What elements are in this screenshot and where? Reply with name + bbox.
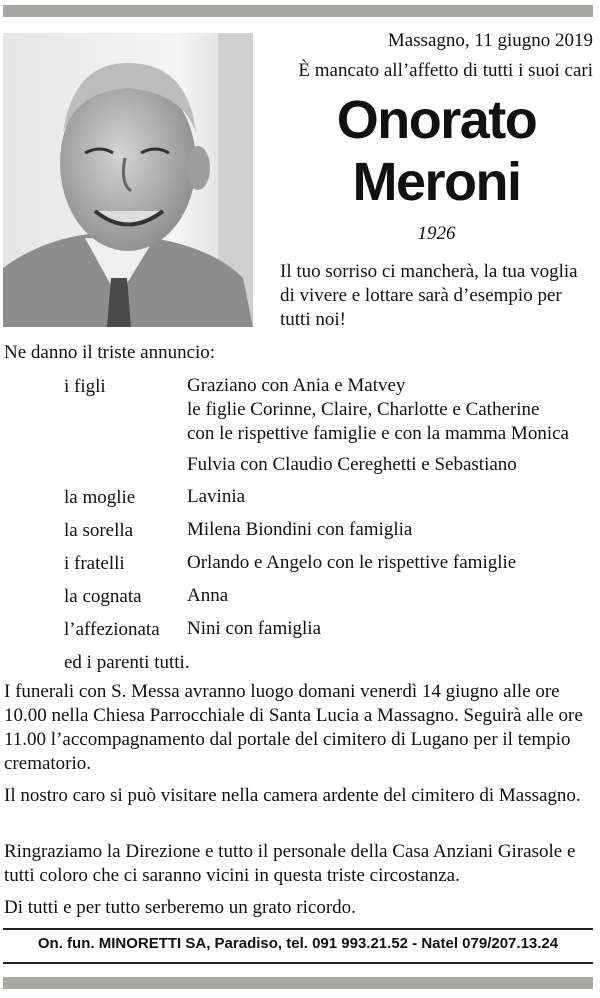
children-line-1: Graziano con Ania e Matvey [187, 375, 406, 396]
thanks-paragraph: Ringraziamo la Direzione e tutto il personale della Casa Anziani Girasole e tutti coloro che ci saranno vicini in questa triste circostanza. [4, 841, 576, 886]
brothers-names: Orlando e Angelo con le rispettive famiglie [187, 552, 517, 573]
top-decorative-bar [3, 5, 593, 17]
wife-name: Lavinia [187, 486, 246, 507]
wife-label: la moglie [64, 487, 136, 508]
sister-label: la sorella [64, 520, 134, 541]
portrait-photo [3, 33, 253, 327]
closing-paragraph: Di tutti e per tutto serberemo un grato ricordo. [4, 897, 356, 918]
sister-in-law-name: Anna [187, 585, 229, 606]
children-line-4: Fulvia con Claudio Cereghetti e Sebastiano [187, 454, 517, 475]
children-line-3: con le rispettive famiglie e con la mamma Monica [187, 423, 569, 444]
brothers-label: i fratelli [64, 553, 125, 574]
memorial-quote: Il tuo sorriso ci mancherà, la tua voglia di vivere e lottare sarà d’esempio per tutti noi! [280, 261, 578, 330]
children-label: i figli [64, 376, 106, 397]
beloved-label: l’affezionata [64, 619, 160, 640]
sister-name: Milena Biondini con famiglia [187, 519, 413, 540]
date-place: Massagno, 11 giugno 2019 [387, 30, 593, 51]
children-line-2: le figlie Corinne, Claire, Charlotte e Catherine [187, 399, 540, 420]
footer-top-rule [3, 928, 593, 930]
footer-bottom-rule [3, 962, 593, 964]
deceased-first-name: Onorato [336, 90, 537, 150]
sister-in-law-label: la cognata [64, 586, 142, 607]
funeral-paragraph: I funerali con S. Messa avranno luogo domani venerdì 14 giugno alle ore 10.00 nella Chiesa Parrocchiale di Santa Lucia a Massagno. Seguirà alle ore 11.00 l’accompagnamento dal portale del cimitero di Lugano per il tempio crematorio. [4, 681, 583, 774]
beloved-name: Nini con famiglia [187, 618, 322, 639]
visit-paragraph: Il nostro caro si può visitare nella camera ardente del cimitero di Massagno. [4, 785, 581, 806]
bottom-decorative-bar [3, 977, 593, 989]
funeral-home-footer: On. fun. MINORETTI SA, Paradiso, tel. 091 993.21.52 - Natel 079/207.13.24 [37, 935, 559, 952]
birth-year: 1926 [417, 223, 456, 244]
announcement-lead: Ne danno il triste annuncio: [4, 342, 216, 363]
intro-line: È mancato all’affetto di tutti i suoi cari [298, 60, 593, 81]
deceased-last-name: Meroni [352, 152, 521, 212]
relatives-line: ed i parenti tutti. [64, 652, 190, 673]
